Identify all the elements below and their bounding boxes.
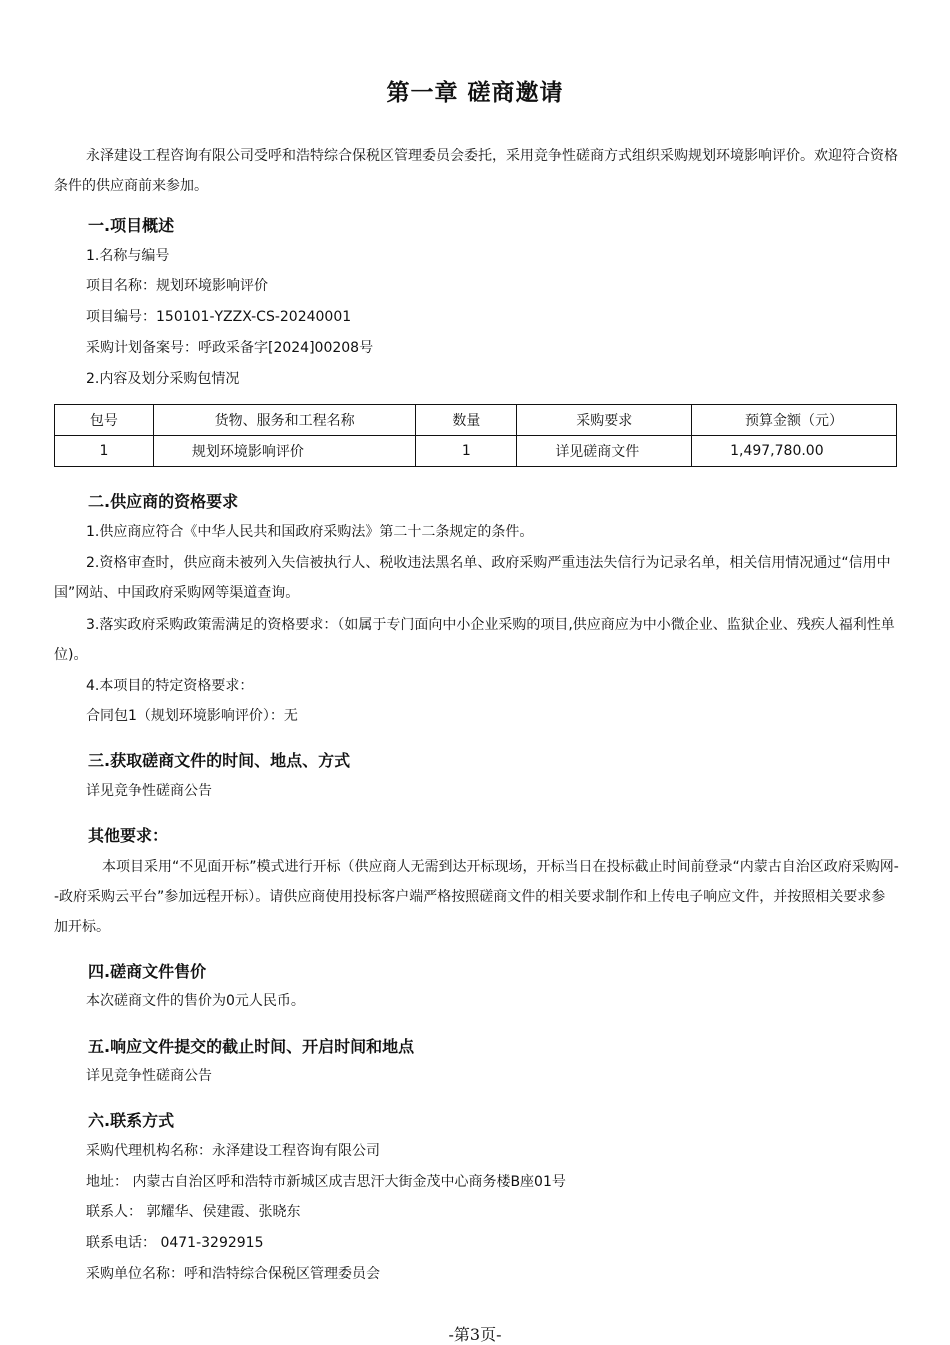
section-6-heading: 六.联系方式 bbox=[88, 1111, 175, 1130]
page-number: -第3页- bbox=[448, 1325, 502, 1344]
quantity-cell: 1 bbox=[416, 436, 517, 467]
section-4-text: 本次磋商文件的售价为0元人民币。 bbox=[86, 993, 305, 1009]
section-2-heading: 二.供应商的资格要求 bbox=[88, 492, 239, 511]
agency-name: 采购代理机构名称：永泽建设工程咨询有限公司 bbox=[86, 1143, 380, 1159]
section-4-heading: 四.磋商文件售价 bbox=[88, 962, 207, 981]
other-requirements-text: 本项目采用“不见面开标”模式进行开标（供应商人无需到达开标现场，开标当日在投标截止时间前登录“内蒙古自治区政府采购网--政府采购云平台”参加远程开标）。请供应商使用投标客户端严格按照磋商文件的相关要求制作和上传电子响应文件，并按照相关要求参加开标。 bbox=[54, 859, 899, 935]
table-header-cell: 采购要求 bbox=[517, 405, 692, 436]
qualification-item-4-detail: 合同包1（规划环境影响评价）：无 bbox=[86, 708, 298, 724]
package-subheading: 2.内容及划分采购包情况 bbox=[86, 371, 240, 387]
package-table bbox=[54, 404, 897, 467]
procurement-plan-number: 采购计划备案号：呼政采备字[2024]00208号 bbox=[86, 340, 374, 356]
section-5-heading: 五.响应文件提交的截止时间、开启时间和地点 bbox=[88, 1037, 415, 1056]
project-name: 项目名称：规划环境影响评价 bbox=[86, 278, 268, 294]
table-row bbox=[55, 436, 897, 467]
table-header-row bbox=[55, 405, 897, 436]
section-3-heading: 三.获取磋商文件的时间、地点、方式 bbox=[88, 751, 351, 770]
table-header-cell: 货物、服务和工程名称 bbox=[153, 405, 416, 436]
other-requirements-heading: 其他要求： bbox=[88, 826, 169, 845]
qualification-item-2: 2.资格审查时，供应商未被列入失信被执行人、税收违法黑名单、政府采购严重违法失信行为记录名单，相关信用情况通过“信用中国”网站、中国政府采购网等渠道查询。 bbox=[54, 555, 891, 601]
chapter-title: 第一章 磋商邀请 bbox=[386, 80, 564, 106]
buyer-name: 采购单位名称：呼和浩特综合保税区管理委员会 bbox=[86, 1266, 380, 1282]
section-5-text: 详见竞争性磋商公告 bbox=[86, 1068, 212, 1084]
agency-address: 地址： 内蒙古自治区呼和浩特市新城区成吉思汗大街金茂中心商务楼B座01号 bbox=[86, 1174, 566, 1190]
table-header-cell: 预算金额（元） bbox=[692, 405, 897, 436]
table-header-cell: 数量 bbox=[416, 405, 517, 436]
contact-phone: 联系电话： 0471-3292915 bbox=[86, 1235, 264, 1251]
budget-cell: 1,497,780.00 bbox=[692, 436, 897, 467]
qualification-item-4: 4.本项目的特定资格要求： bbox=[86, 678, 254, 694]
table-header-cell: 包号 bbox=[55, 405, 154, 436]
qualification-item-3: 3.落实政府采购政策需满足的资格要求：（如属于专门面向中小企业采购的项目,供应商应为中小微企业、监狱企业、残疾人福利性单位)。 bbox=[54, 617, 895, 663]
name-and-number-subheading: 1.名称与编号 bbox=[86, 248, 170, 264]
package-number-cell: 1 bbox=[55, 436, 154, 467]
project-number: 项目编号：150101-YZZX-CS-20240001 bbox=[86, 309, 352, 325]
section-1-heading: 一.项目概述 bbox=[88, 216, 175, 235]
section-3-text: 详见竞争性磋商公告 bbox=[86, 783, 212, 799]
requirement-cell: 详见磋商文件 bbox=[517, 436, 692, 467]
item-name-cell: 规划环境影响评价 bbox=[153, 436, 416, 467]
intro-paragraph: 永泽建设工程咨询有限公司受呼和浩特综合保税区管理委员会委托，采用竞争性磋商方式组织采购规划环境影响评价。欢迎符合资格条件的供应商前来参加。 bbox=[54, 148, 898, 194]
qualification-item-1: 1.供应商应符合《中华人民共和国政府采购法》第二十二条规定的条件。 bbox=[86, 524, 534, 540]
contact-persons: 联系人： 郭耀华、侯建霞、张晓东 bbox=[86, 1204, 301, 1220]
